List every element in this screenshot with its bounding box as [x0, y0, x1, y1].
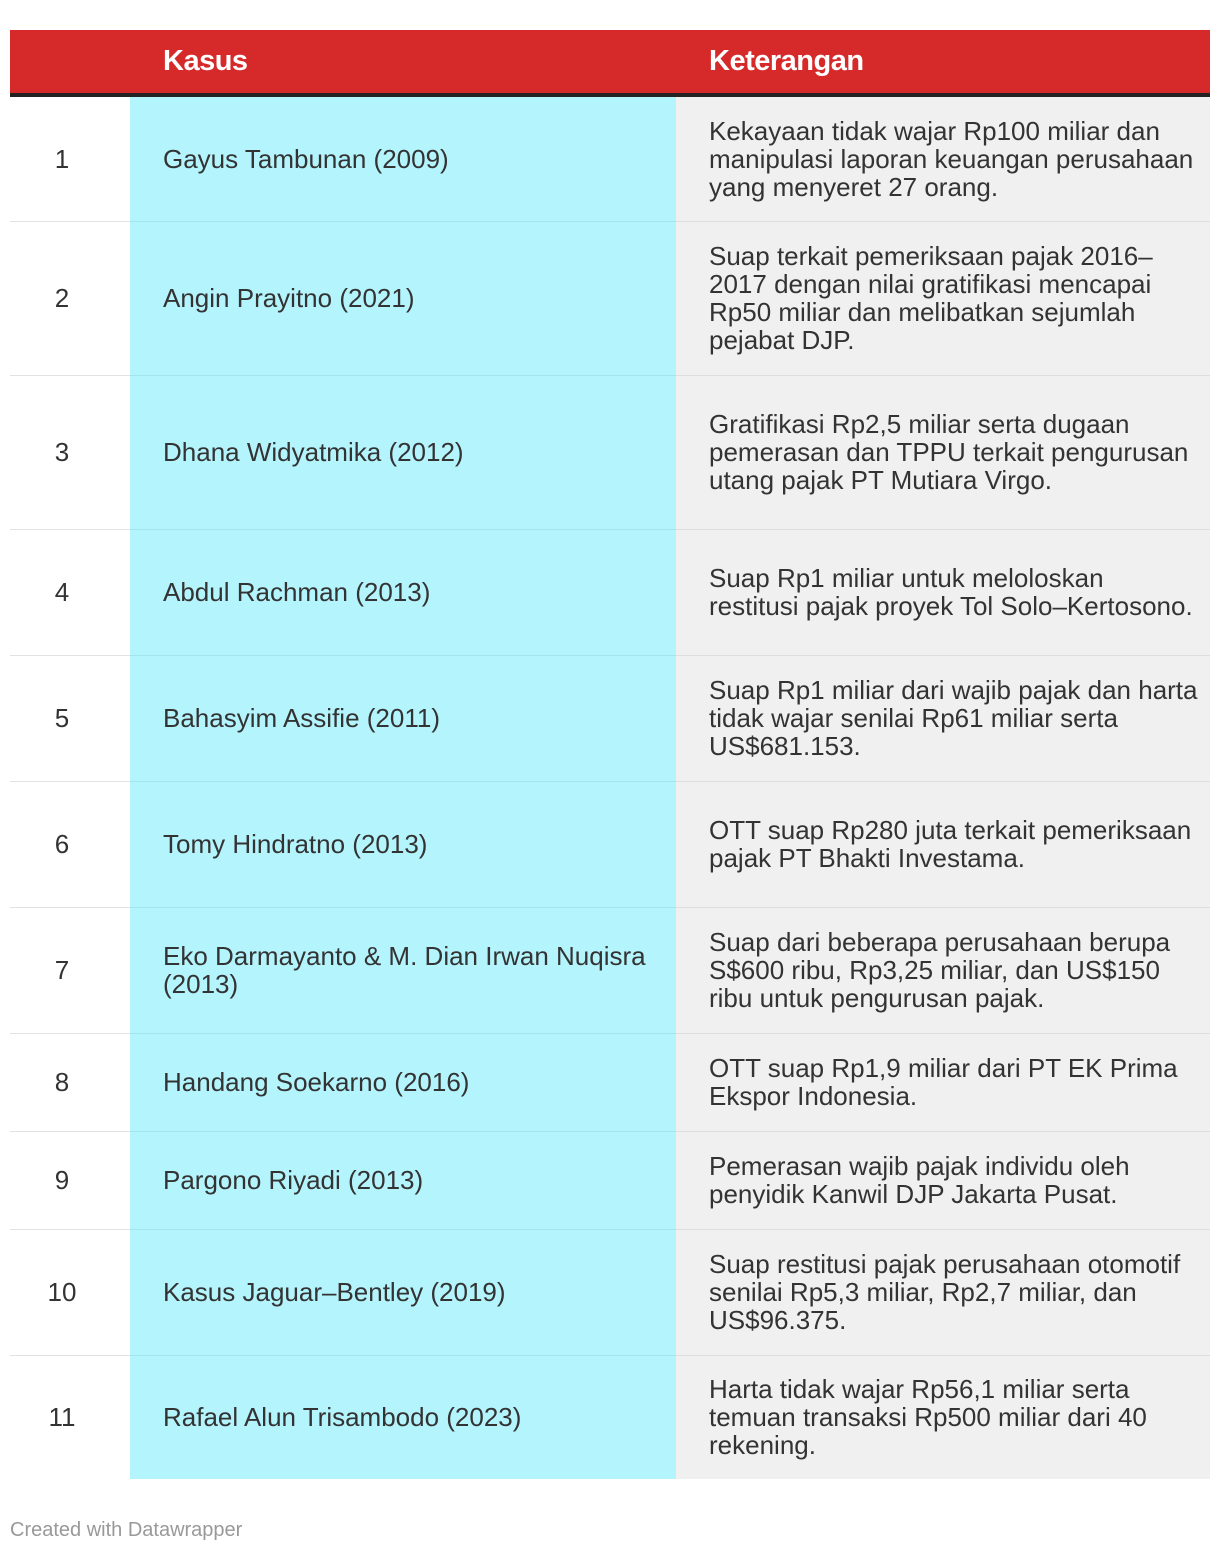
data-table: [10, 30, 1210, 1479]
kasus-cell: Dhana Widyatmika (2012): [130, 375, 676, 529]
keterangan-cell: OTT suap Rp280 juta terkait pemeriksaan pajak PT Bhakti Investama.: [676, 781, 1210, 907]
keterangan-cell: Kekayaan tidak wajar Rp100 miliar dan manipulasi laporan keuangan perusahaan yang menyeret 27 orang.: [676, 95, 1210, 221]
table-row: [10, 1355, 1210, 1479]
keterangan-cell: Gratifikasi Rp2,5 miliar serta dugaan pemerasan dan TPPU terkait pengurusan utang pajak PT Mutiara Virgo.: [676, 375, 1210, 529]
row-number: 1: [54, 143, 70, 174]
kasus-cell: Gayus Tambunan (2009): [130, 95, 676, 221]
keterangan-cell: Pemerasan wajib pajak individu oleh penyidik Kanwil DJP Jakarta Pusat.: [676, 1131, 1210, 1229]
table-row: [10, 375, 1210, 529]
header-row: [10, 30, 1210, 95]
header-no[interactable]: [10, 30, 130, 95]
kasus-cell: Kasus Jaguar–Bentley (2019): [130, 1229, 676, 1355]
table-row: [10, 1033, 1210, 1131]
table-row: [10, 95, 1210, 221]
kasus-cell: Tomy Hindratno (2013): [130, 781, 676, 907]
row-number: 8: [10, 1033, 130, 1131]
data-table-container: [10, 30, 1210, 1479]
keterangan-cell: Suap Rp1 miliar dari wajib pajak dan harta tidak wajar senilai Rp61 miliar serta US$681.153.: [676, 655, 1210, 781]
keterangan-cell: Suap restitusi pajak perusahaan otomotif senilai Rp5,3 miliar, Rp2,7 miliar, dan US$96.375.: [676, 1229, 1210, 1355]
row-number: 3: [10, 375, 130, 529]
kasus-cell: Handang Soekarno (2016): [130, 1033, 676, 1131]
row-number: 2: [10, 221, 130, 375]
table-row: [10, 1229, 1210, 1355]
table-body: [10, 95, 1210, 1479]
keterangan-cell: Suap dari beberapa perusahaan berupa S$600 ribu, Rp3,25 miliar, dan US$150 ribu untuk pengurusan pajak.: [676, 907, 1210, 1033]
row-number: 10: [10, 1229, 130, 1355]
row-number: 9: [10, 1131, 130, 1229]
keterangan-cell: Harta tidak wajar Rp56,1 miliar serta temuan transaksi Rp500 miliar dari 40 rekening.: [676, 1355, 1210, 1479]
keterangan-cell: Suap terkait pemeriksaan pajak 2016–2017 dengan nilai gratifikasi mencapai Rp50 miliar dan melibatkan sejumlah pejabat DJP.: [676, 221, 1210, 375]
table-row: [10, 655, 1210, 781]
kasus-cell: Eko Darmayanto & M. Dian Irwan Nuqisra (2013): [130, 907, 676, 1033]
table-header: [10, 30, 1210, 95]
table-row: [10, 1131, 1210, 1229]
table-row: [10, 221, 1210, 375]
header-kasus[interactable]: Kasus: [130, 30, 676, 95]
row-number: 11: [10, 1355, 130, 1479]
datawrapper-credit[interactable]: Created with Datawrapper: [10, 1519, 243, 1541]
row-number: 6: [10, 781, 130, 907]
row-number: 5: [10, 655, 130, 781]
header-keterangan[interactable]: Keterangan: [676, 30, 1210, 95]
row-number: 7: [10, 907, 130, 1033]
kasus-cell: Rafael Alun Trisambodo (2023): [130, 1355, 676, 1479]
kasus-cell: Pargono Riyadi (2013): [130, 1131, 676, 1229]
table-row: [10, 907, 1210, 1033]
table-row: [10, 529, 1210, 655]
row-number: 4: [10, 529, 130, 655]
keterangan-cell: OTT suap Rp1,9 miliar dari PT EK Prima Ekspor Indonesia.: [676, 1033, 1210, 1131]
table-row: [10, 781, 1210, 907]
keterangan-cell: Suap Rp1 miliar untuk meloloskan restitusi pajak proyek Tol Solo–Kertosono.: [676, 529, 1210, 655]
kasus-cell: Bahasyim Assifie (2011): [130, 655, 676, 781]
kasus-cell: Abdul Rachman (2013): [130, 529, 676, 655]
kasus-cell: Angin Prayitno (2021): [130, 221, 676, 375]
